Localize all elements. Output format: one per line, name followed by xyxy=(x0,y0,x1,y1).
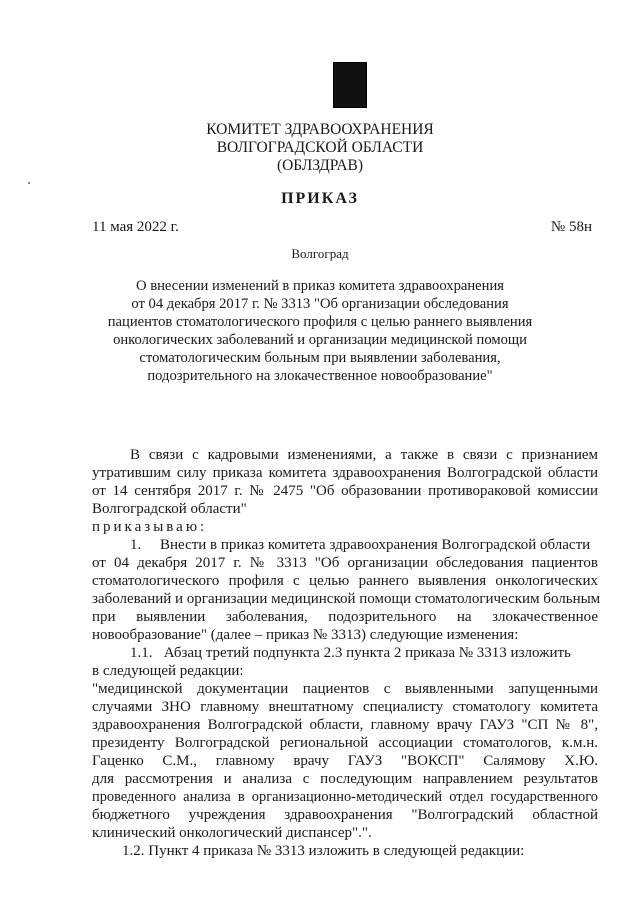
subject-line: онкологических заболеваний и организации медицинской помощи xyxy=(113,332,527,348)
item1-line: новообразование" (далее – приказ № 3313) следующие изменения: xyxy=(92,627,519,643)
item1-line: при выявлении заболевания, подозрительного на злокачественное xyxy=(92,609,598,625)
order-city: Волгоград xyxy=(291,246,349,261)
order-subject xyxy=(0,277,640,385)
quote-line: проведенного анализа в организационно-методический отдел государственного xyxy=(92,789,598,805)
preamble-line: утратившим силу приказа комитета здравоохранения Волгоградской области xyxy=(92,465,598,481)
preamble-line: Волгоградской области" xyxy=(92,501,247,517)
order-body xyxy=(92,446,601,860)
item12-line: 1.2. Пункт 4 приказа № 3313 изложить в следующей редакции: xyxy=(122,843,525,859)
order-date: 11 мая 2022 г. xyxy=(92,219,179,235)
quote-line: здравоохранения Волгоградской области, главному врачу ГАУЗ "СП № 8", xyxy=(92,717,598,733)
order-number: № 58н xyxy=(550,219,592,235)
quote-line: случаями ЗНО главному внештатному специалисту стоматологу комитета xyxy=(92,699,598,715)
margin-mark xyxy=(28,182,30,184)
item1-line: стоматологического профиля с целью раннего выявления онкологических xyxy=(92,573,598,589)
organization-name xyxy=(0,121,640,175)
item1-line: от 04 декабря 2017 г. № 3313 "Об организации обследования пациентов xyxy=(92,555,598,571)
preamble-line: В связи с кадровыми изменениями, а также в связи с признанием xyxy=(130,447,598,463)
org-line: КОМИТЕТ ЗДРАВООХРАНЕНИЯ xyxy=(206,121,434,138)
orders-word: приказываю: xyxy=(92,519,208,535)
org-line: ВОЛГОГРАДСКОЙ ОБЛАСТИ xyxy=(216,139,424,156)
quote-line: для рассмотрения и анализа с последующим направлением результатов xyxy=(92,771,598,787)
quote-line: бюджетного учреждения здравоохранения "Волгоградский областной xyxy=(92,807,598,823)
subject-line: стоматологическим больным при выявлении заболевания, xyxy=(139,350,501,366)
subject-line: от 04 декабря 2017 г. № 3313 "Об организации обследования xyxy=(131,296,509,312)
item11-line: в следующей редакции: xyxy=(92,663,244,679)
item1-line: 1. Внести в приказ комитета здравоохранения Волгоградской области xyxy=(130,537,591,553)
subject-line: подозрительного на злокачественное новообразование" xyxy=(147,368,493,384)
subject-line: О внесении изменений в приказ комитета здравоохранения xyxy=(136,278,504,294)
quote-line: президенту Волгоградской региональной ассоциации стоматологов, к.м.н. xyxy=(92,735,598,751)
document-type: ПРИКАЗ xyxy=(281,190,359,207)
quote-line: Гаценко С.М., главному врачу ГАУЗ "ВОКСП" Салямову Х.Ю. xyxy=(92,753,598,769)
preamble-line: от 14 сентября 2017 г. № 2475 "Об образовании противораковой комиссии xyxy=(92,483,598,499)
item11-line: 1.1. Абзац третий подпункта 2.3 пункта 2 приказа № 3313 изложить xyxy=(130,645,571,661)
org-line: (ОБЛЗДРАВ) xyxy=(276,157,364,174)
quote-line: "медицинской документации пациентов с выявленными запущенными xyxy=(92,681,598,697)
item1-line: заболеваний и организации медицинской помощи стоматологическим больным xyxy=(92,591,601,607)
subject-line: пациентов стоматологического профиля с целью раннего выявления xyxy=(107,314,533,330)
quote-line: клинический онкологический диспансер".". xyxy=(92,825,372,841)
coat-of-arms-emblem xyxy=(333,62,367,108)
